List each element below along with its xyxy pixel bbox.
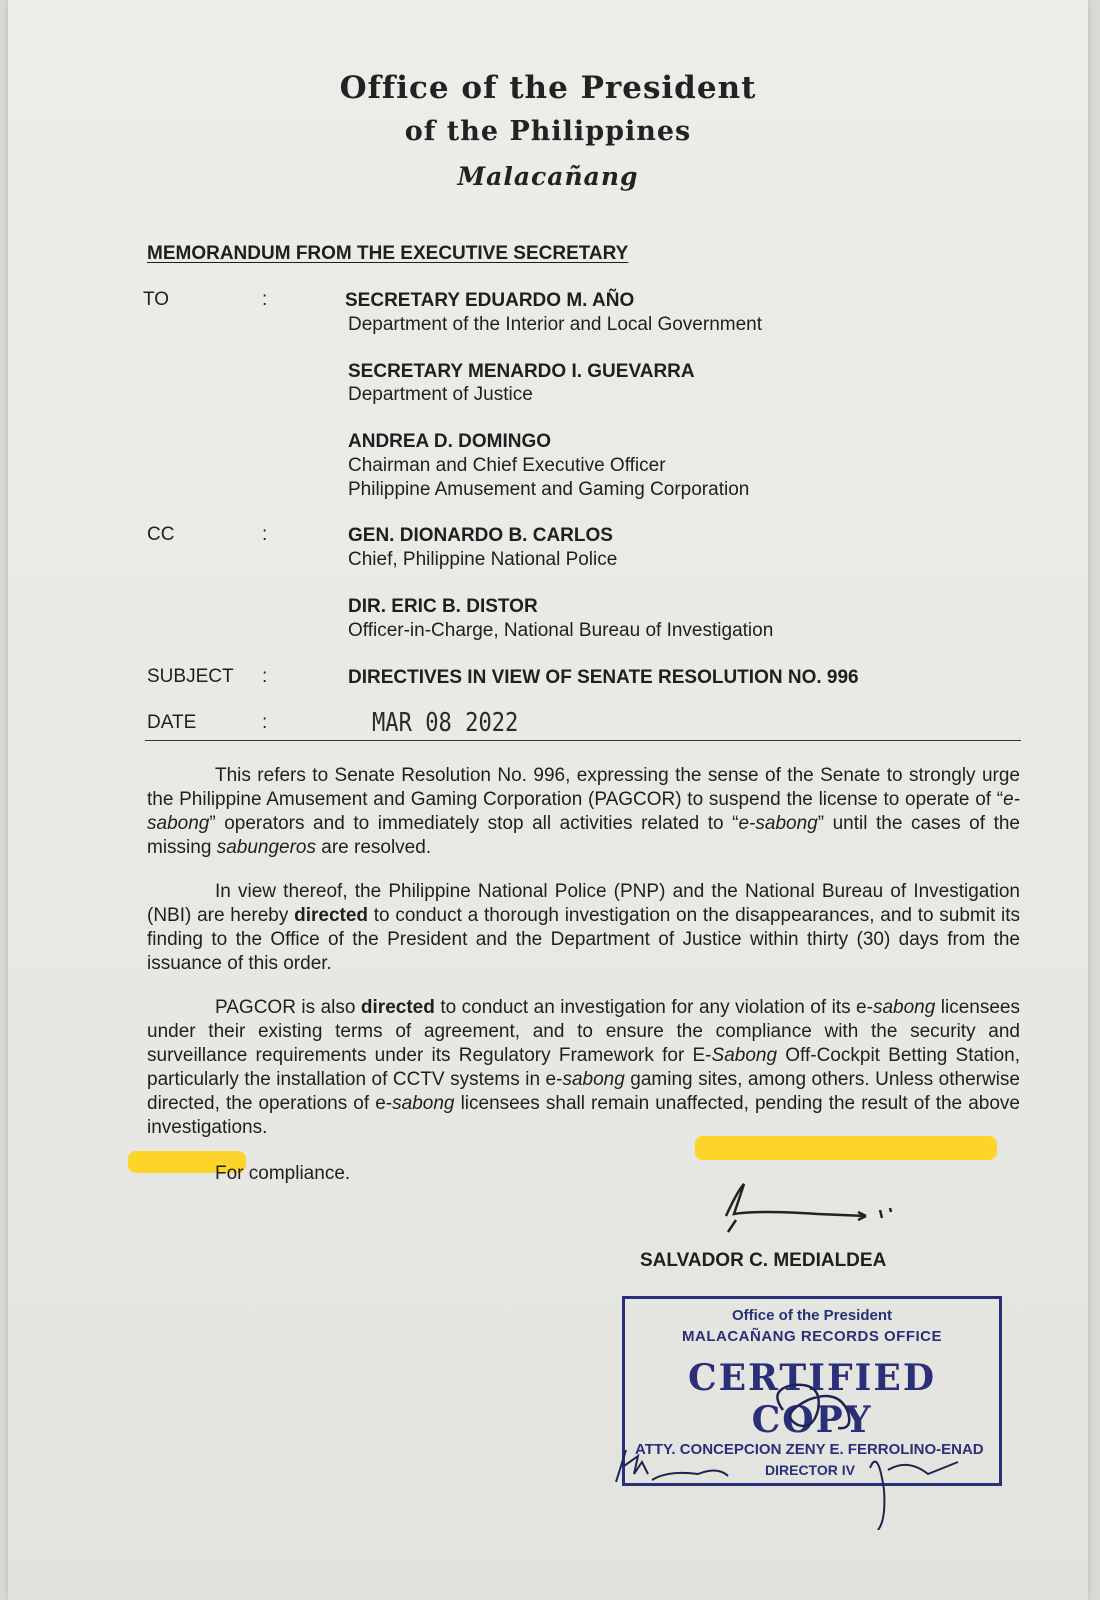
date-colon: : (262, 712, 268, 733)
body-paragraph-2: In view thereof, the Philippine National Police (PNP) and the National Bureau of Investigation (NBI) are hereby directed to conduct a thorough investigation on the disappearances, and to submit its finding to the Office of the President and the Department of Justice within thirty (30) days from the issuance of this order. (147, 881, 1020, 974)
cc-colon: : (262, 524, 268, 545)
recipient-name: SECRETARY EDUARDO M. AÑO (345, 290, 635, 311)
subject-value: DIRECTIVES IN VIEW OF SENATE RESOLUTION NO. 996 (348, 667, 859, 688)
document-page (8, 0, 1088, 1600)
stamp-office: Office of the President (731, 1307, 893, 1324)
date-stamp: MAR 08 2022 (372, 708, 519, 738)
to-colon: : (262, 289, 268, 310)
to-label: TO (143, 289, 170, 310)
recipient-name: GEN. DIONARDO B. CARLOS (348, 525, 613, 546)
closing-line: For compliance. (215, 1163, 351, 1184)
letterhead-line-2: of the Philippines (404, 116, 692, 147)
recipient-name: SECRETARY MENARDO I. GUEVARRA (348, 361, 695, 382)
memo-title: MEMORANDUM FROM THE EXECUTIVE SECRETARY (147, 243, 629, 264)
stamp-records-office: MALACAÑANG RECORDS OFFICE (682, 1328, 942, 1345)
signature-scribble-icon (698, 1180, 928, 1240)
stamp-signature-icon (608, 1370, 1008, 1530)
subject-colon: : (262, 666, 268, 687)
subject-label: SUBJECT (147, 666, 234, 687)
recipient-office: Chairman and Chief Executive Officer (348, 455, 666, 476)
date-label: DATE (147, 712, 197, 733)
body-paragraph-1: This refers to Senate Resolution No. 996, expressing the sense of the Senate to strongly urge the Philippine Amusement and Gaming Corporation (PAGCOR) to suspend the license to operate of “e-sabong” operators and to immediately stop all activities related to “e-sabong” until the cases of the missing sabungeros are resolved. (147, 765, 1020, 858)
recipient-office: Chief, Philippine National Police (348, 549, 618, 570)
body-paragraph-3: PAGCOR is also directed to conduct an investigation for any violation of its e-sabong licensees under their existing terms of agreement, and to ensure the compliance with the security and surveillance requirements under its Regulatory Framework for E-Sabong Off-Cockpit Betting Station, particularly the installation of CCTV systems in e-sabong gaming sites, among others. Unless otherwise directed, the operations of e-sabong licensees shall remain unaffected, pending the result of the above investigations. (147, 997, 1020, 1138)
recipient-office: Philippine Amusement and Gaming Corporation (348, 479, 750, 500)
letterhead-line-1: Office of the President (339, 70, 757, 106)
stamp-attorney-name: ATTY. CONCEPCION ZENY E. FERROLINO-ENAD (635, 1441, 984, 1458)
recipient-name: DIR. ERIC B. DISTOR (348, 596, 538, 617)
recipient-office: Department of the Interior and Local Government (348, 314, 763, 335)
recipient-office: Department of Justice (348, 384, 533, 405)
recipient-office: Officer-in-Charge, National Bureau of Investigation (348, 620, 774, 641)
cc-label: CC (147, 524, 175, 545)
letterhead-line-3: Malacañang (457, 162, 639, 191)
recipient-name: ANDREA D. DOMINGO (348, 431, 552, 452)
stamp-certified-copy: CERTIFIED COPY (687, 1357, 937, 1441)
header-rule (145, 740, 1021, 741)
signatory-name: SALVADOR C. MEDIALDEA (640, 1250, 887, 1271)
stamp-director-title: DIRECTOR IV (765, 1462, 855, 1478)
